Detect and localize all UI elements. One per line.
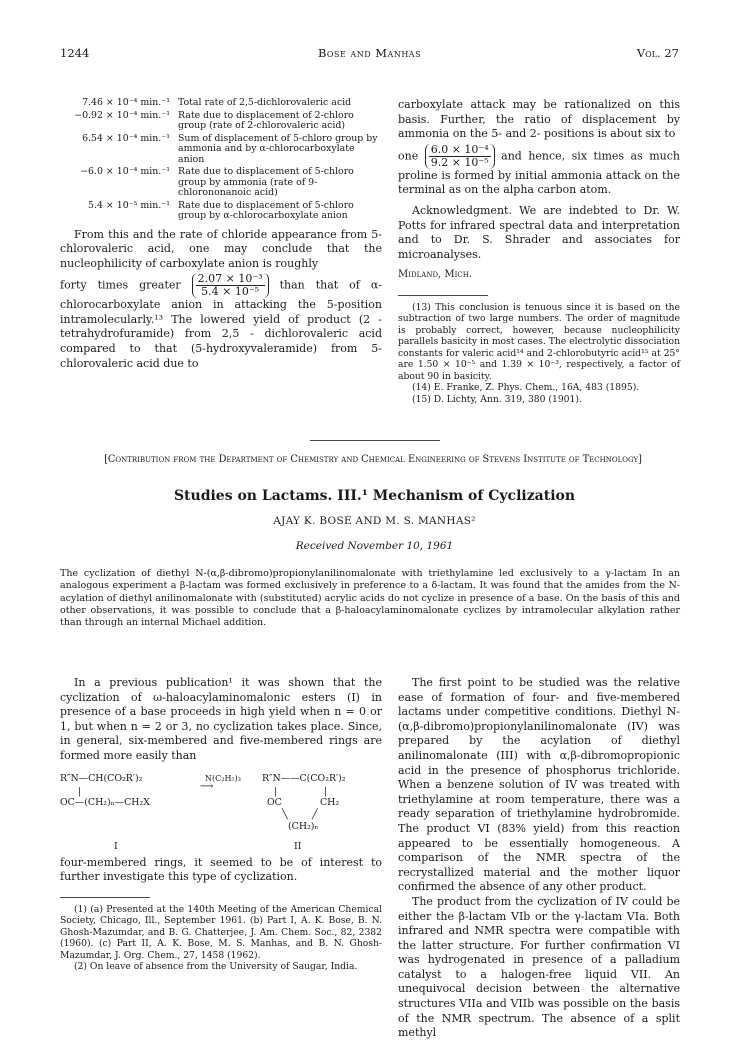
paragraph-with-fraction: one $\frac{\text{6.0 × 10⁻⁴}}{\text{9.2 × 10⁻⁵}}$ and hence, six times as much proline is formed by initial ammonia attack on the terminal as on the alpha carbon atom.: [398, 142, 680, 197]
acknowledgment: Acknowledgment. We are indebted to Dr. W. Potts for infrared spectral data and interpretation and to Dr. S. Shrader and associates for microanalyses.: [398, 203, 680, 261]
rate-row: −0.92 × 10⁻⁴ min.⁻¹ Rate due to displacement of 2-chloro group (rate of 2-chlorovaleric acid): [74, 109, 354, 131]
compound-ii-line1: R″N——C(CO₂R′)₂: [262, 772, 346, 784]
paragraph: carboxylate attack may be rationalized on this basis. Further, the ratio of displacement by ammonia on the 5- and 2- positions is about six to: [398, 98, 680, 141]
footnote-2: (2) On leave of absence from the University of Saugar, India.: [74, 961, 358, 973]
received-date: Received November 10, 1961: [295, 540, 454, 552]
article-authors: AJAY K. BOSE AND M. S. MANHAS²: [273, 515, 476, 527]
left-column-top: [60, 98, 382, 371]
footnote-15: (15) D. Lichty, Ann. 319, 380 (1901).: [412, 393, 582, 405]
compound-label-ii: II: [294, 840, 302, 852]
reaction-scheme: R″N—CH(CO₂R′)₂ | OC—(CH₂)ₙ—CH₂X N(C₂H₅)₃ ⟶ R″N——C(CO₂R′)₂ | | OC CH₂ ╲ ╱ (CH₂)ₙ I II: [60, 764, 382, 856]
page-number: 1244: [60, 46, 90, 60]
reaction-arrow: ⟶: [200, 780, 214, 792]
compound-i-line2: OC—(CH₂)ₙ—CH₂X: [60, 796, 150, 808]
right-column-top: [398, 98, 680, 405]
left-column-bottom: [60, 676, 382, 973]
rate-row: −6.0 × 10⁻⁴ min.⁻¹ Rate due to displacement of 5-chloro group by ammonia (rate of 9-chlorononanoic acid): [80, 166, 354, 198]
contribution-line: [Contribution from the Department of Chemistry and Chemical Engineering of Stevens Institute of Technology]: [104, 454, 642, 465]
right-column-bottom: [398, 676, 680, 1041]
compound-ii-line3: CH₂: [320, 796, 340, 808]
footnote-1: (1) (a) Presented at the 140th Meeting of the American Chemical Society, Chicago, Ill., September 1961. (b) Part I, A. K. Bose, B. N. Ghosh-Mazumdar, and B. G. Chatterjee, J. Am. Chem. Soc., 82, 2382 (1960). (c) Part II, A. K. Bose, M. S. Manhas, and B. N. Ghosh-Mazumdar, J. Org. Chem., 27, 1458 (1962).: [60, 903, 382, 961]
footnote-rule: [60, 897, 150, 898]
running-header: [60, 46, 679, 62]
rate-row: 6.54 × 10⁻⁴ min.⁻¹ Sum of displacement of 5-chloro group by ammonia and by α-chlorocarboxylate anion: [82, 132, 378, 165]
footnote-14: (14) E. Franke, Z. Phys. Chem., 16A, 483 (1895).: [412, 382, 640, 394]
paragraph-with-fraction: forty times greater $\frac{\text{2.07 × 10⁻³}}{\text{5.4 × 10⁻⁵}}$ than that of α-chlorocarboxylate anion in attacking the 5-position intramolecularly.¹³ The lowered yield of product (2 - tetrahydrofuramide) from 2,5 - dichlorovaleric acid compared to that (5-hydroxyvaleramide) from 5-chlorovaleric acid due to: [60, 272, 383, 370]
location: Midland, Mich.: [398, 269, 473, 281]
compound-ii-line2: OC: [267, 796, 282, 808]
running-authors: Bose and Manhas: [317, 46, 422, 60]
footnote-rule: [398, 295, 488, 296]
article-title: Studies on Lactams. III.¹ Mechanism of Cyclization: [173, 488, 576, 504]
ratio-fraction: $\frac{\text{6.0 × 10⁻⁴}}{\text{9.2 × 10⁻⁵}}$: [425, 144, 495, 169]
compound-ii-line4: (CH₂)ₙ: [288, 820, 319, 832]
compound-label-i: I: [114, 840, 118, 852]
paragraph: From this and the rate of chloride appearance from 5-chlorovaleric acid, one may conclude that the nucleophilicity of carboxylate anion is roughly: [60, 227, 382, 270]
rate-row: 7.46 × 10⁻⁴ min.⁻¹ Total rate of 2,5-dichlorovaleric acid: [82, 97, 352, 108]
paragraph: four-membered rings, it seemed to be of interest to further investigate this type of cyclization.: [60, 855, 382, 884]
footnote-13: (13) This conclusion is tenuous since it is based on the subtraction of two large numbers. The order of magnitude is probably correct, however, because nucleophilicity parallels basicity in most cases. The electrolytic dissociation constants for valeric acid¹⁴ and 2-chlorobutyric acid¹⁵ at 25° are 1.50 × 10⁻⁵ and 1.39 × 10⁻³, respectively, a factor of about 90 in basicity.: [398, 301, 680, 382]
compound-i-line1: R″N—CH(CO₂R′)₂: [60, 772, 143, 784]
reagent-label: N(C₂H₅)₃: [205, 773, 241, 783]
rate-table: [60, 98, 382, 222]
paragraph: In a previous publication¹ it was shown that the cyclization of ω-haloacylaminomalonic esters (I) in presence of a base proceeds in high yield when n = 0 or 1, but when n = 2 or 3, no cyclization takes place. Since, in general, six-membered and five-membered rings are formed more easily than: [60, 676, 382, 762]
paragraph: The first point to be studied was the relative ease of formation of four- and five-membered lactams under competitive conditions. Diethyl N-(α,β-dibromo)propionylanilinomalonate (IV) was prepared by the acylation of diethyl anilinomalonate (III) with α,β-dibromopropionic acid in the presence of phosphorus trichloride. When a benzene solution of IV was treated with triethylamine at room temperature, there was a ready separation of triethylamine hydrobromide. The product VI (83% yield) from this reaction appeared to be essentially homogeneous. A comparison of the NMR spectra of the recrystallized material and the mother liquor confirmed the absence of any other product.: [398, 676, 680, 894]
ratio-fraction: $\frac{\text{2.07 × 10⁻³}}{\text{5.4 × 10⁻⁵}}$: [192, 273, 269, 298]
paragraph: The product from the cyclization of IV could be either the β-lactam VIb or the γ-lactam VIa. Both infrared and NMR spectra were compatible with the latter structure. For further confirmation VI was hydrogenated in presence of a palladium catalyst to a halogen-free liquid VII. An unequivocal decision between the alternative structures VIIa and VIIb was possible on the basis of the NMR spectrum. The absence of a split methyl: [398, 894, 680, 1040]
section-divider: [310, 440, 440, 441]
abstract: The cyclization of diethyl N-(α,β-dibromo)propionylanilinomalonate with triethylamine led exclusively to a γ-lactam In an analogous experiment a β-lactam was formed exclusively in preference to a δ-lactam. It was found that the amides from the N-acylation of diethyl anilinomalonate with (substituted) acrylic acids do not cyclize in presence of a base. On the basis of this and other observations, it was possible to conclude that a β-haloacylaminomalonate cyclizes by intramolecular alkylation rather than through an internal Michael addition.: [60, 568, 680, 629]
volume-label: Vol. 27: [636, 46, 679, 60]
rate-row: 5.4 × 10⁻⁵ min.⁻¹ Rate due to displacement of 5-chloro group by α-chlorocarboxylate anion: [88, 199, 354, 221]
